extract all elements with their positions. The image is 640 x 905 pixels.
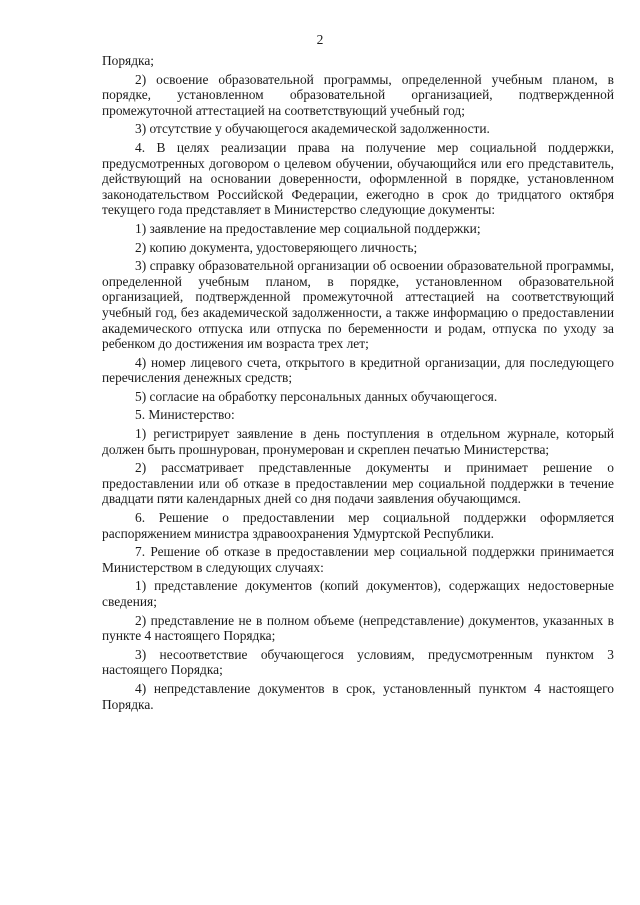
- clause-5-item-1: 1) регистрирует заявление в день поступления в отдельном журнале, который должен быть прошнурован, пронумерован и скреплен печатью Министерства;: [102, 426, 614, 457]
- clause-6: 6. Решение о предоставлении мер социальной поддержки оформляется распоряжением министра здравоохранения Удмуртской Республики.: [102, 510, 614, 541]
- clause-7-item-4: 4) непредставление документов в срок, установленный пунктом 4 настоящего Порядка.: [102, 680, 614, 712]
- list-item-3-no-debt: 3) отсутствие у обучающегося академической задолженности.: [135, 121, 490, 137]
- clause-7: 7. Решение об отказе в предоставлении мер социальной поддержки принимается Министерством в следующих случаях:: [102, 544, 614, 575]
- clause-5-item-2: 2) рассматривает представленные документы и принимает решение о предоставлении или об отказе в предоставлении мер социальной поддержки в течение двадцати пяти календарных дней со дня подачи заявления обучающимся.: [102, 460, 614, 507]
- list-item-2-program: 2) освоение образовательной программы, определенной учебным планом, в порядке, установленном образовательной организацией, подтвержденной промежуточной аттестацией на соответствующий учебный год;: [102, 71, 614, 118]
- clause-7-item-2: 2) представление не в полном объеме (непредставление) документов, указанных в пункте 4 настоящего Порядка;: [102, 612, 614, 644]
- clause-7-item-1: 1) представление документов (копий документов), содержащих недостоверные сведения;: [102, 578, 614, 609]
- clause-7-item-3: 3) несоответствие обучающегося условиям, предусмотренным пунктом 3 настоящего Порядка;: [102, 646, 614, 678]
- paragraph-continuation: Порядка;: [102, 53, 154, 68]
- clause-4-item-2: 2) копию документа, удостоверяющего личность;: [135, 239, 418, 255]
- clause-4-item-3: 3) справку образовательной организации об освоении образовательной программы, определенной учебным планом, в порядке, установленном образовательной организацией, подтвержденной промежуточной аттестацией на соответствующий учебный год, без академической задолженности, а также информацию о предоставлении академического отпуска или отпуска по беременности и родам, отпуска по уходу за ребенком до достижения им возраста трех лет;: [102, 258, 614, 352]
- clause-4-item-1: 1) заявление на предоставление мер социальной поддержки;: [135, 220, 481, 236]
- clause-4: 4. В целях реализации права на получение мер социальной поддержки, предусмотренных договором о целевом обучении, обучающийся или его представитель, действующий на основании доверенности, оформленной в порядке, установленном законодательством Российской Федерации, ежегодно в срок до тридцатого октября текущего года представляет в Министерство следующие документы:: [102, 139, 614, 218]
- document-body: [102, 53, 614, 715]
- clause-5: 5. Министерство:: [135, 407, 235, 423]
- clause-4-item-4: 4) номер лицевого счета, открытого в кредитной организации, для последующего перечисления денежных средств;: [102, 354, 614, 386]
- clause-4-item-5: 5) согласие на обработку персональных данных обучающегося.: [135, 388, 498, 404]
- page-number: 2: [316, 32, 324, 47]
